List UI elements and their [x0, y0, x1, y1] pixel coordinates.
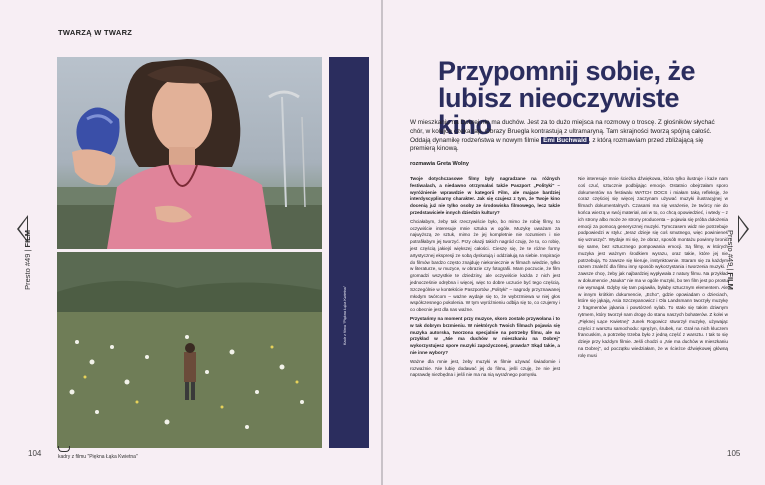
- right-side-label-section: FILM: [726, 272, 735, 290]
- text-column-2: [578, 176, 728, 362]
- lead-text-after: , z którą rozmawiam przed zbliżającą się premierą kinową.: [410, 136, 704, 153]
- caption-band: [329, 57, 369, 448]
- lead-text-before: W mieszkaniu na Dobrej nie ma duchów. Jest za to dużo miejsca na rozmowy o troscę. Z głośników słychać chór, w kolejce czeka rap. Obrazy Bruegla kontrastują z ultramaryną. Tam skrajności tworzą spójną całość. Oddają dynamikę rodzeństwa w nowym filmie: [410, 119, 715, 144]
- photo-meadow: [57, 252, 322, 448]
- right-side-label-prefix: Presto #49: [726, 230, 735, 267]
- question-2: Przystańmy na moment przy muzyce, skoro zostało przywołana i to w tak dobrym brzmieniu. W niektórych Twoich filmach pojawia się muzyka autorska, tworzona specjalnie na potrzeby filmu, ale na przykład w „Nie ma duchów w mieszkaniu na Dobrej" wykorzystujesz spore muzyki zapożyczonej, prawda? Skąd takie, a nie inne wybory?: [410, 315, 560, 355]
- answer-1: Chciałabym, żeby tak rzeczywiście było, bo mimo że robię filmy, to oczywiście interesuje mnie sztuka w ogóle. Muzykę uważam za najwyższą ze sztuk, mimo że jej kompletnie nie rozumiem i nie potrafiłabym jej tworzyć. Przy okazji takich nagród czuję, że to, co robię, jest częścią jakiejś większej całości. Cieszę się, że te różne formy artystycznej ekspresji ze sobą dyskutują i oddziałują na siebie. Inspiracje do filmów bardzo często znajduję niekoniecznie w filmach wiedzie, tylko w literaturze, w muzyce, w obrazie czy fotografii. Mam poczucie, że film gromadzi wszystkie te dziedziny, ale oczywiście każda z nich jest jednocześnie odrębna i więcej, więc to dobre uczucie być tego częścią. Szczególnie w kontekście Paszportów „Polityki" – nagrody przyznawanej młodym twórcom – ważne wydaje się to, że wybrzmiewa w niej głos współczesnego pokolenia. W tym wyróżnieniu odbija się to, co czujemy i co obecnie jest dla nas ważne.: [410, 218, 560, 313]
- article-title: Przypomnij sobie, że lubisz nieoczywiste kino: [438, 56, 696, 140]
- photo-meadow-illustration: [57, 252, 322, 448]
- right-page-number: 105: [727, 449, 741, 458]
- left-side-label: Presto #49 | FILM: [23, 230, 32, 290]
- lead-highlight-name: Emi Buchwald: [543, 136, 587, 144]
- photo-caption: kadry z filmu "Piękna Łąka Kwietna": [58, 454, 138, 460]
- text-column-1: [410, 176, 560, 381]
- section-label: TWARZĄ W TWARZ: [58, 28, 133, 37]
- photo-credit: Kadr z filmu "Piękna Łąka Kwietna": [343, 285, 347, 345]
- right-side-label: Presto #49 | FILM: [726, 230, 735, 290]
- photo-girl-illustration: [57, 57, 322, 249]
- right-page-tab-marker: [738, 215, 749, 243]
- answer-2-continued: Nie interesuje mnie ścieżka dźwiękowa, która tylko ilustruje i każe nam coś czuć, sztucznie podbijając emocje. Ostatnio obejrzałam sporo dokumentów na festiwalu WATCH DOCS i miałam taką refleksję, że coraz częściej się więcej zaczynam używać muzyki ilustracyjnej w filmach dokumentalnych. Czasami ma się wrażenie, że twórcy nie do końca wierzą w swój materiał, ani w to, co chcą opowiedzieć, i wtedy – z ich strony albo może ze strony producenta – pojawia się próba dołożenia emocji za pomocą generycznej muzyki. Tymczasem widz nie potrzebuje podpowiedzi w stylu: „teraz dzieje się coś smutnego, więc powinieneś się wzruszyć". Wydaje mi się, że obraz, sposób montażu powinny bronić się same, bez sztucznego pompowania emocji. Są filmy, w których muzyka jest ważnym środkiem wyrazu, oraz takie, które jej nie potrzebują. To zawsze się kieruje, instynktownie. Staram się za każdym razem znaleźć dla filmu inny sposób wykorzystania i tworzenia muzyki. I zawsze chcę, żeby jak najbardziej wypływała z natury filmu. Na przykład w dokumencie „Nauka" nie ma w ogóle muzyki, bo ten film jest po prostu nie wymagał. Gdyby się tam pojawiła, byłaby sztucznym elementem. Ale w innym krótkim dokumencie, „Echo", gdzie opowiadam o dzieciach, które się jąkają, Asia Szczepanowicz i Ola Landsmann tworzyły muzykę z fragmentów jąkania i powtórzeń sylab. To stało się takim dziwnym rytmem, który tworzył nam drogę do stanu naszych bohaterów. Z kolei w „Pięknej Łące Kwietnej" Junek Rogowicz stworzył muzykę, używając części z warsztu samochodu: sprężyn, śrubek, rur. Grał na nich kluczem francuskim, a potrzebę trzeba było z jedną część z warsztu. I tak to się dzieje przy każdym filmie. Jeśli chodzi o „Nie ma duchów w mieszkaniu na Dobrej", od początku wiedziałam, że w ścieżce dźwiękowej główną rolę musi: [578, 176, 728, 358]
- left-side-label-section: FILM: [23, 230, 32, 248]
- caption-marker: [58, 446, 70, 452]
- photo-girl-with-stone: [57, 57, 322, 249]
- article-lead: [410, 119, 728, 154]
- answer-2: Ważne dla mnie jest, żeby muzyki w filmie używać świadomie i rozważnie. Nie lubię dodawać jej do filmu, jeśli czuję, że nie jest naprawdę niezbędna i jeśli nie ma na nią wyraźnego pomysłu.: [410, 358, 560, 378]
- left-page: [0, 0, 382, 485]
- left-side-label-prefix: Presto #49: [23, 253, 32, 290]
- question-1: Twoje dotychczasowe filmy były nagradzane na różnych festiwalach, a niedawno otrzymałaś także Paszport „Polityki" – wyróżnienie wprawdzie w kategorii Film, ale mające bardziej interdyscyplinarny charakter. Jak się czujesz z tym, że Twoje kino docenią już nie tylko osoby ze środowiska filmowego, lecz także przedstawiciele innych dziedzin kultury?: [410, 176, 560, 215]
- byline: rozmawia Greta Wolny: [410, 161, 469, 167]
- left-page-number: 104: [28, 449, 42, 458]
